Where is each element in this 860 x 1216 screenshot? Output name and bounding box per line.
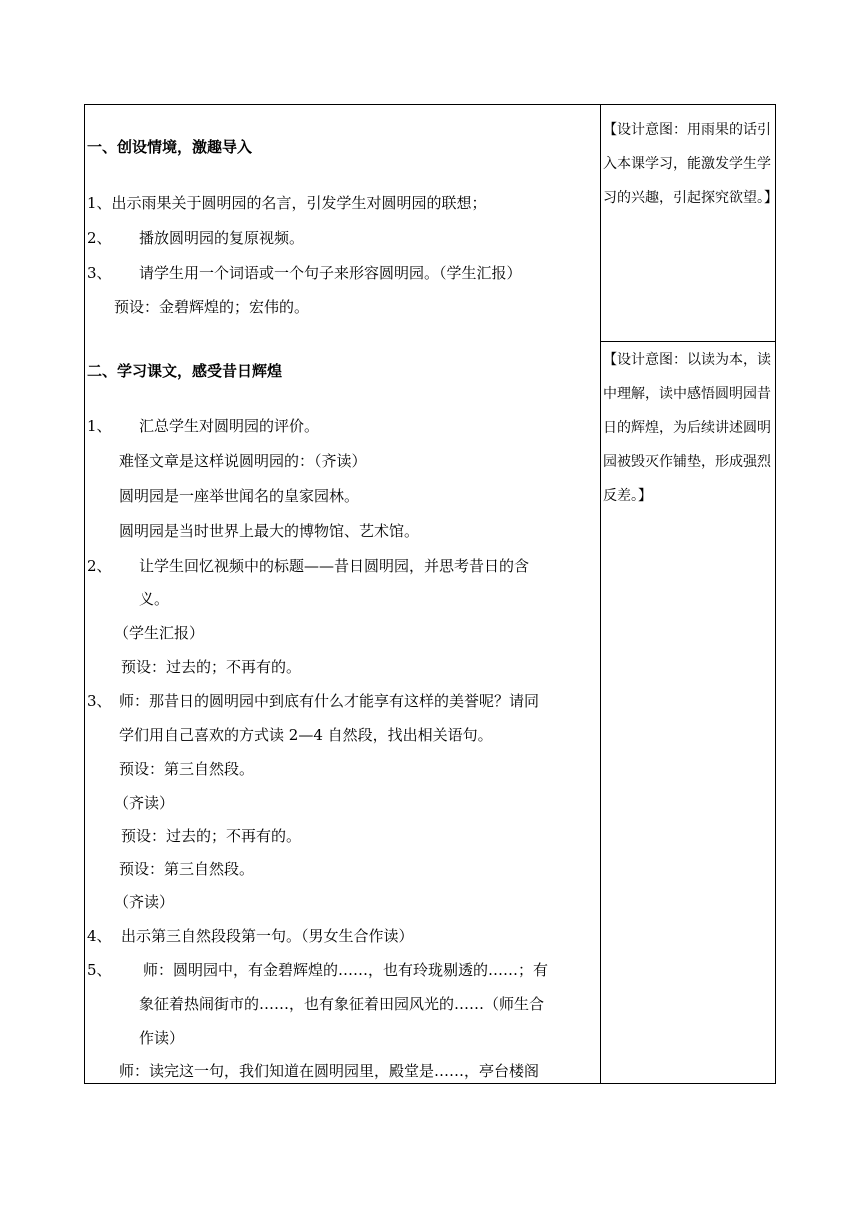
design-intent-note-1: 【设计意图：用雨果的话引入本课学习，能激发学生学习的兴趣，引起探究欲望。】 xyxy=(603,122,778,206)
section2-item-4-number: 4、 xyxy=(87,927,112,945)
section2-item-2-text: 让学生回忆视频中的标题——昔日圆明园，并思考昔日的含 xyxy=(139,557,530,575)
section2-line: 预设：第三自然段。 xyxy=(119,760,255,778)
section1-item-3-text: 请学生用一个词语或一个句子来形容圆明园。（学生汇报） xyxy=(139,264,522,282)
section2-heading: 二、学习课文，感受昔日辉煌 xyxy=(87,362,283,380)
section1-item-3-number: 3、 xyxy=(87,264,112,282)
section2-line: 圆明园是一座举世闻名的皇家园林。 xyxy=(119,487,360,505)
section1-item-1: 1、出示雨果关于圆明园的名言，引发学生对圆明园的联想； xyxy=(87,194,487,212)
section2-item-3-number: 3、 xyxy=(87,692,112,710)
section1-heading: 一、创设情境，激趣导入 xyxy=(87,138,253,156)
section1-item-2-text: 播放圆明园的复原视频。 xyxy=(139,229,305,247)
section2-line: 师：读完这一句，我们知道在圆明园里，殿堂是……，亭台楼阁 xyxy=(119,1062,540,1080)
section2-line: 预设：过去的；不再有的。 xyxy=(121,658,302,676)
section2-line: 学们用自己喜欢的方式读 2—4 自然段，找出相关语句。 xyxy=(119,726,493,744)
sidebar-row-divider xyxy=(600,341,776,342)
section2-item-4-text: 出示第三自然段段第一句。（男女生合作读） xyxy=(121,927,414,945)
section2-line: （学生汇报） xyxy=(114,624,205,642)
section2-line: 象征着热闹街市的……，也有象征着田园风光的……（师生合 xyxy=(139,995,545,1013)
lesson-table xyxy=(84,104,776,1084)
section2-line: 难怪文章是这样说圆明园的：（齐读） xyxy=(119,452,367,470)
section2-line: 义。 xyxy=(139,590,170,608)
design-intent-note-2: 【设计意图：以读为本，读中理解，读中感悟圆明园昔日的辉煌，为后续讲述圆明园被毁灭作铺垫，形成强烈反差。】 xyxy=(603,352,771,504)
column-divider xyxy=(600,105,601,1083)
section2-item-2-number: 2、 xyxy=(87,557,112,575)
section2-line: （齐读） xyxy=(114,893,175,911)
section2-line: 作读） xyxy=(139,1029,185,1047)
section2-line: 预设：过去的；不再有的。 xyxy=(121,827,302,845)
section1-item-2-number: 2、 xyxy=(87,229,112,247)
section2-line: 预设：第三自然段。 xyxy=(119,860,255,878)
section2-item-1-text: 汇总学生对圆明园的评价。 xyxy=(139,417,320,435)
section2-item-5-text: 师：圆明园中，有金碧辉煌的……，也有玲珑剔透的……；有 xyxy=(143,961,549,979)
section2-item-1-number: 1、 xyxy=(87,417,112,435)
section2-line: 圆明园是当时世界上最大的博物馆、艺术馆。 xyxy=(119,522,420,540)
section2-item-3-text: 师：那昔日的圆明园中到底有什么才能享有这样的美誉呢？请同 xyxy=(119,692,540,710)
section2-line: （齐读） xyxy=(114,794,175,812)
section1-preset: 预设：金碧辉煌的；宏伟的。 xyxy=(114,298,310,316)
section2-item-5-number: 5、 xyxy=(87,961,112,979)
